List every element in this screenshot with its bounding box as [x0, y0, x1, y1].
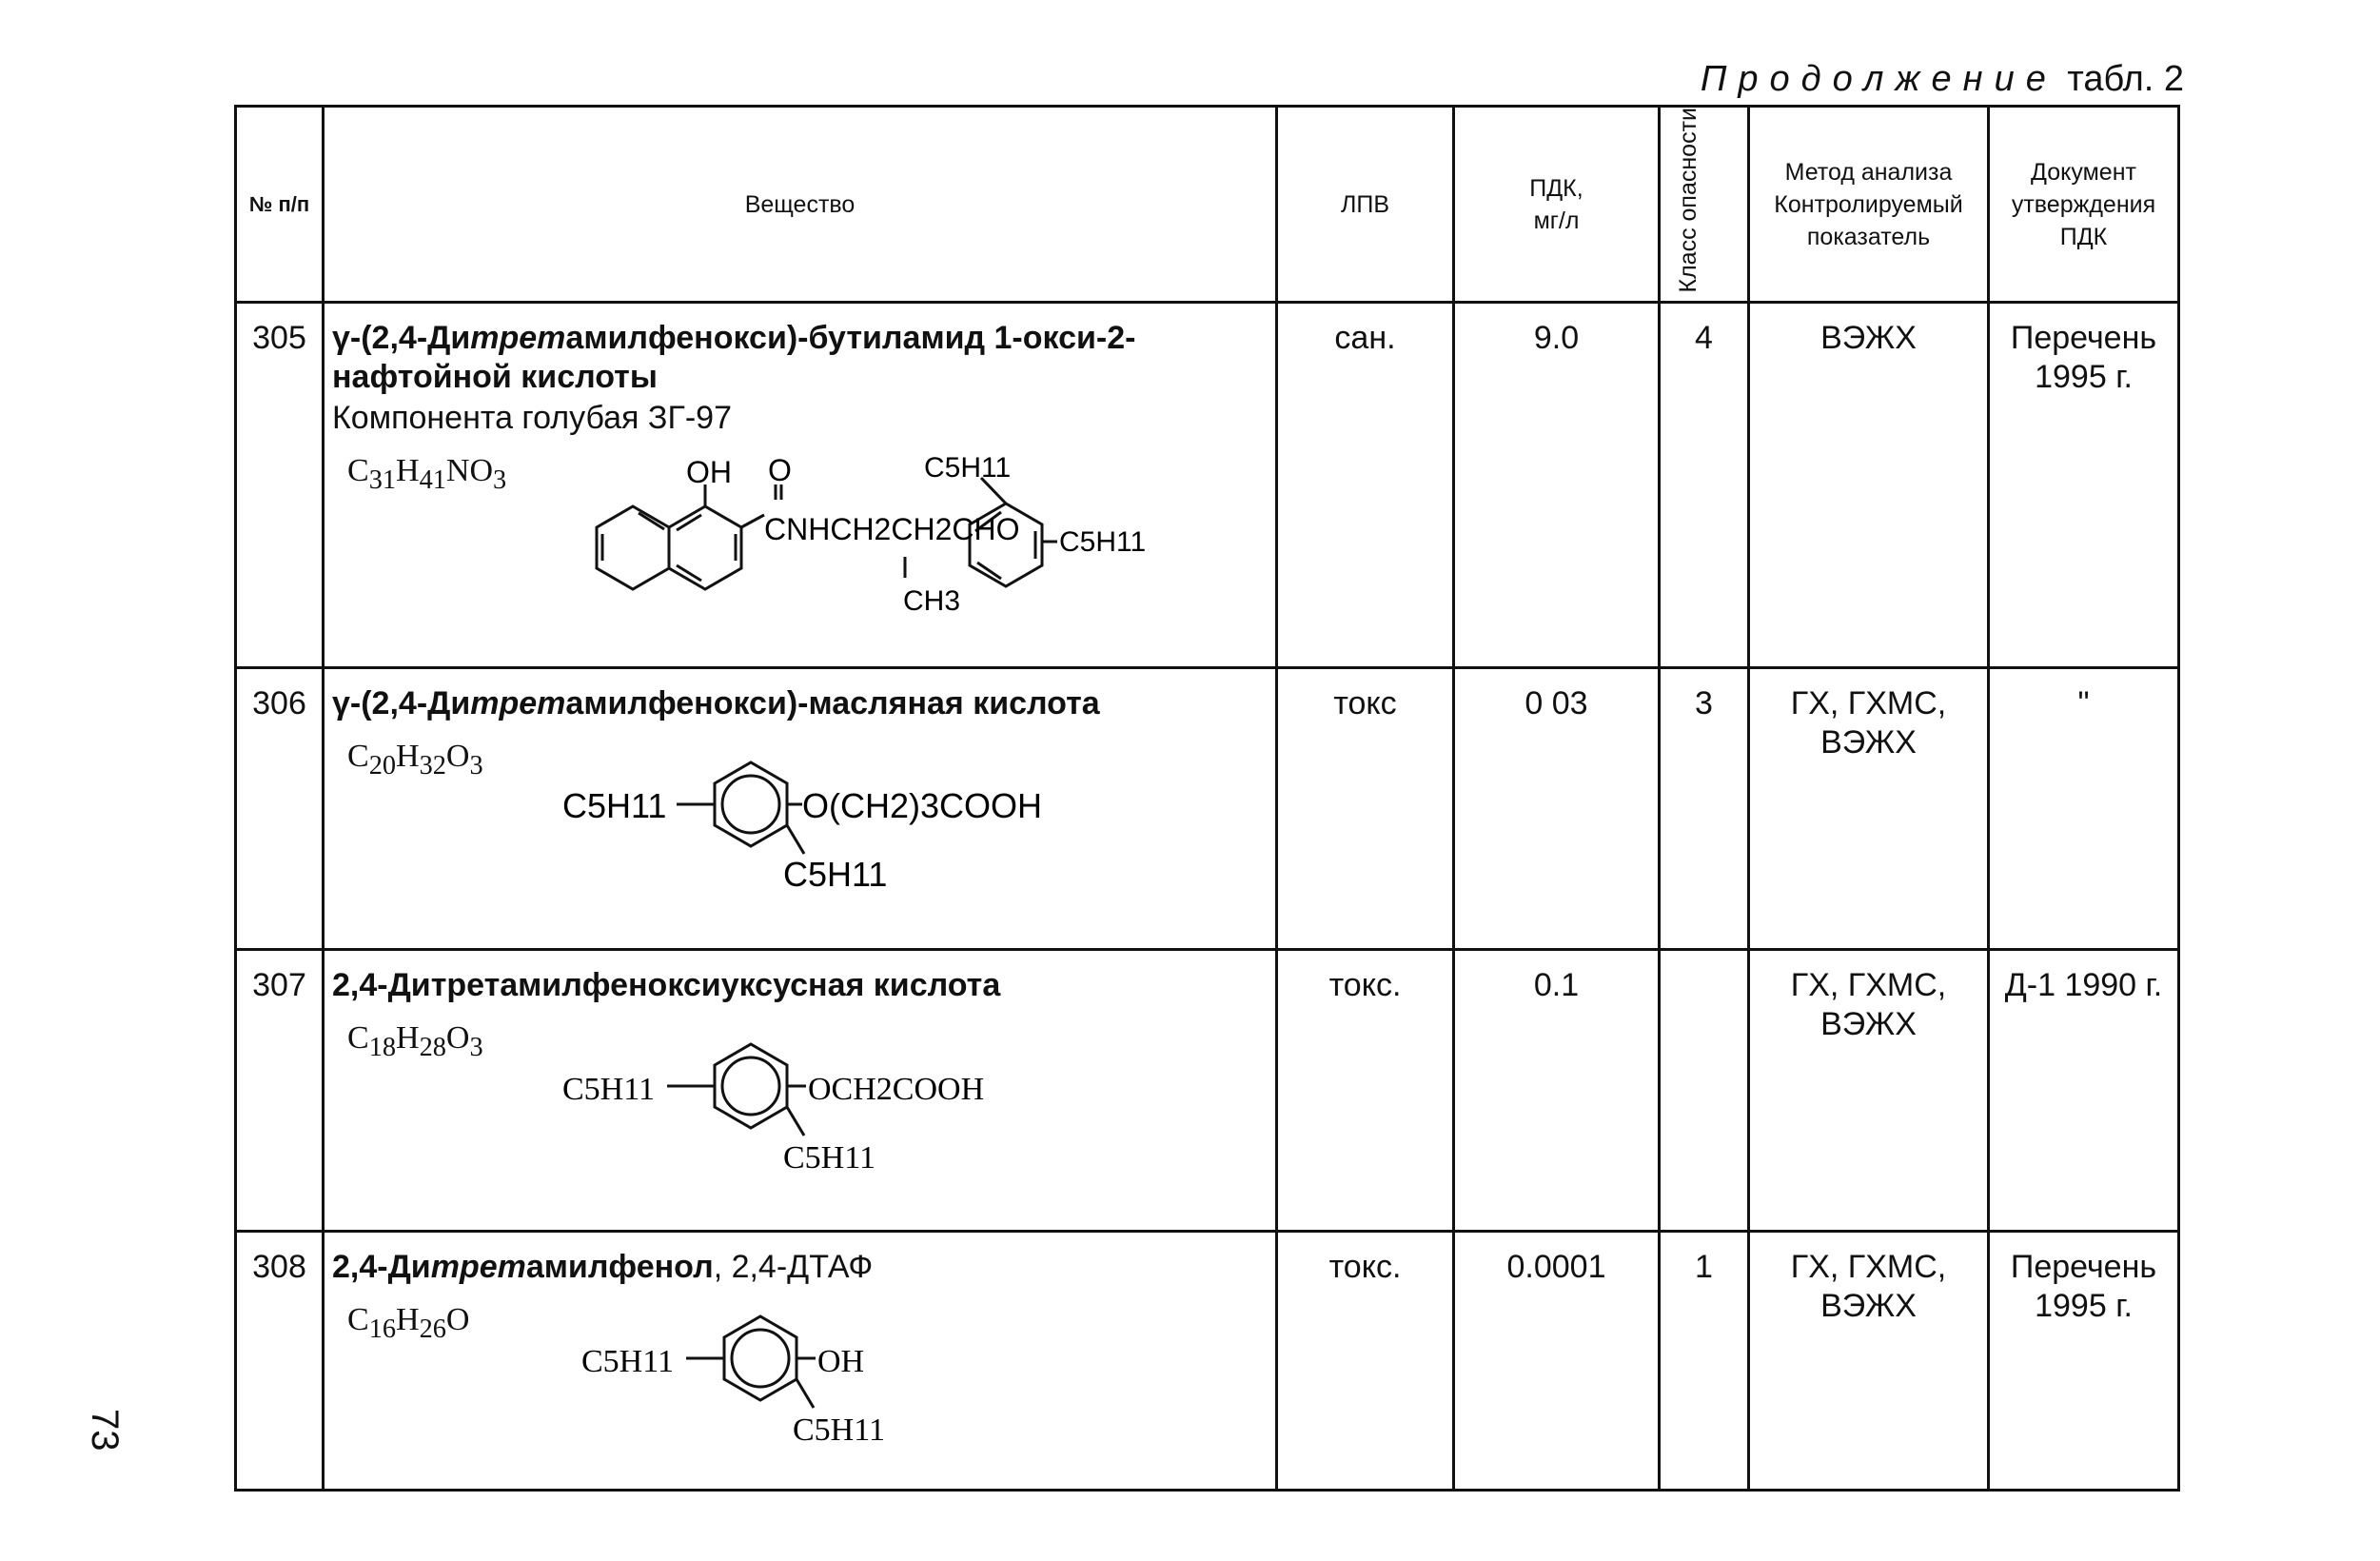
structure-305	[543, 446, 1267, 665]
header-num: № п/п	[236, 107, 324, 303]
structure-305-svg	[543, 446, 1267, 656]
name-part: амилфенокси)-масляная кислота	[565, 685, 1100, 722]
struct-bottom-group: C5H11	[793, 1413, 885, 1449]
row-number: 306	[236, 668, 324, 950]
molecular-formula: $C_{18}H_{28}O_3$	[347, 1020, 483, 1063]
name-part: 2,4-Дитретамилфеноксиуксусная кислота	[332, 967, 1001, 1004]
substance-cell	[324, 950, 1277, 1232]
table-row	[236, 950, 2179, 1232]
struct-right-group: OCH2COOH	[808, 1072, 985, 1108]
header-substance: Вещество	[324, 107, 1277, 303]
header-doc-line3: ПДК	[2059, 223, 2108, 250]
table-row	[236, 303, 2179, 668]
name-part: 2,4-Ди	[332, 1249, 431, 1286]
lpv-cell: токс	[1277, 668, 1454, 950]
caption-table-ref: табл. 2	[2056, 59, 2184, 99]
struct-oh: OH	[686, 455, 732, 490]
method-cell: ВЭЖХ	[1749, 303, 1989, 668]
pdk-cell: 0 03	[1454, 668, 1660, 950]
lpv-cell: сан.	[1277, 303, 1454, 668]
class-cell: 4	[1660, 303, 1749, 668]
struct-bottom-group: C5H11	[783, 855, 888, 895]
header-class	[1660, 107, 1749, 303]
struct-left-group: C5H11	[562, 1072, 655, 1108]
molecular-formula: $C_{31}H_{41}NO_3$	[347, 453, 507, 496]
header-pdk-line2: мг/л	[1533, 207, 1580, 234]
class-cell: 1	[1660, 1232, 1749, 1491]
doc-cell: Д-1 1990 г.	[1989, 950, 2179, 1232]
name-part: , 2,4-ДТАФ	[713, 1249, 874, 1286]
header-doc	[1989, 107, 2179, 303]
struct-ch3: CH3	[903, 585, 961, 618]
lpv-cell: токс.	[1277, 1232, 1454, 1491]
struct-c5h11-right: C5H11	[1059, 526, 1147, 559]
substance-cell	[324, 1232, 1277, 1491]
method-cell: ГХ, ГХМС, ВЭЖХ	[1749, 950, 1989, 1232]
structure-308	[581, 1290, 1057, 1490]
structure-308-svg	[581, 1290, 1057, 1480]
pdk-cell: 9.0	[1454, 303, 1660, 668]
structure-306-svg	[562, 736, 1133, 926]
method-cell: ГХ, ГХМС, ВЭЖХ	[1749, 668, 1989, 950]
header-pdk	[1454, 107, 1660, 303]
substance-alias: Компонента голубая ЗГ-97	[332, 400, 733, 437]
substance-name	[332, 1248, 1268, 1287]
row-number: 305	[236, 303, 324, 668]
page-number: 73	[84, 1409, 126, 1452]
name-part: амилфенокси)-бутиламид 1-окси-2-нафтойной кислоты	[332, 320, 1136, 396]
header-doc-line2: утверждения	[2011, 190, 2156, 218]
doc-cell: Перечень 1995 г.	[1989, 303, 2179, 668]
struct-bottom-group: C5H11	[783, 1140, 875, 1176]
header-doc-line1: Документ	[2031, 158, 2136, 186]
table-caption	[1701, 59, 2184, 100]
name-part-italic: трет	[470, 320, 566, 357]
structure-307-svg	[562, 1018, 1133, 1208]
struct-right-group: OH	[817, 1344, 865, 1380]
struct-c5h11-top: C5H11	[924, 452, 1012, 484]
header-method-line3: показатель	[1806, 223, 1931, 250]
substances-table	[234, 105, 2180, 1492]
name-part-italic: трет	[430, 1249, 526, 1286]
doc-cell: "	[1989, 668, 2179, 950]
substance-cell	[324, 668, 1277, 950]
struct-left-group: C5H11	[562, 786, 667, 826]
substance-name	[332, 966, 1268, 1005]
lpv-cell: токс.	[1277, 950, 1454, 1232]
substance-cell	[324, 303, 1277, 668]
structure-306	[562, 736, 1133, 936]
doc-cell: Перечень 1995 г.	[1989, 1232, 2179, 1491]
class-cell	[1660, 950, 1749, 1232]
table-row	[236, 668, 2179, 950]
struct-right-group: O(CH2)3COOH	[802, 786, 1043, 826]
header-method-line2: Контролируемый	[1774, 190, 1963, 218]
row-number: 307	[236, 950, 324, 1232]
substance-name	[332, 684, 1268, 723]
caption-continuation: Продолжение	[1700, 59, 2057, 99]
struct-o: O	[768, 453, 792, 488]
name-part: γ-(2,4-Ди	[332, 320, 471, 357]
row-number: 308	[236, 1232, 324, 1491]
name-part: γ-(2,4-Ди	[332, 685, 471, 722]
pdk-cell: 0.1	[1454, 950, 1660, 1232]
substance-name	[332, 319, 1268, 397]
name-part: амилфенол	[525, 1249, 714, 1286]
table-row	[236, 1232, 2179, 1491]
molecular-formula: $C_{16}H_{26}O$	[347, 1302, 470, 1345]
header-class-label: Класс опасности	[1674, 108, 1701, 293]
method-cell: ГХ, ГХМС, ВЭЖХ	[1749, 1232, 1989, 1491]
class-cell: 3	[1660, 668, 1749, 950]
header-method-line1: Метод анализа	[1784, 158, 1953, 186]
structure-307	[562, 1018, 1133, 1217]
name-part-italic: трет	[470, 685, 566, 722]
header-lpv: ЛПВ	[1277, 107, 1454, 303]
struct-left-group: C5H11	[581, 1344, 674, 1380]
header-pdk-line1: ПДК,	[1529, 174, 1583, 202]
struct-chain: CNHCH2CH2CHO	[764, 512, 1020, 547]
pdk-cell: 0.0001	[1454, 1232, 1660, 1491]
header-method	[1749, 107, 1989, 303]
molecular-formula: $C_{20}H_{32}O_3$	[347, 739, 483, 781]
